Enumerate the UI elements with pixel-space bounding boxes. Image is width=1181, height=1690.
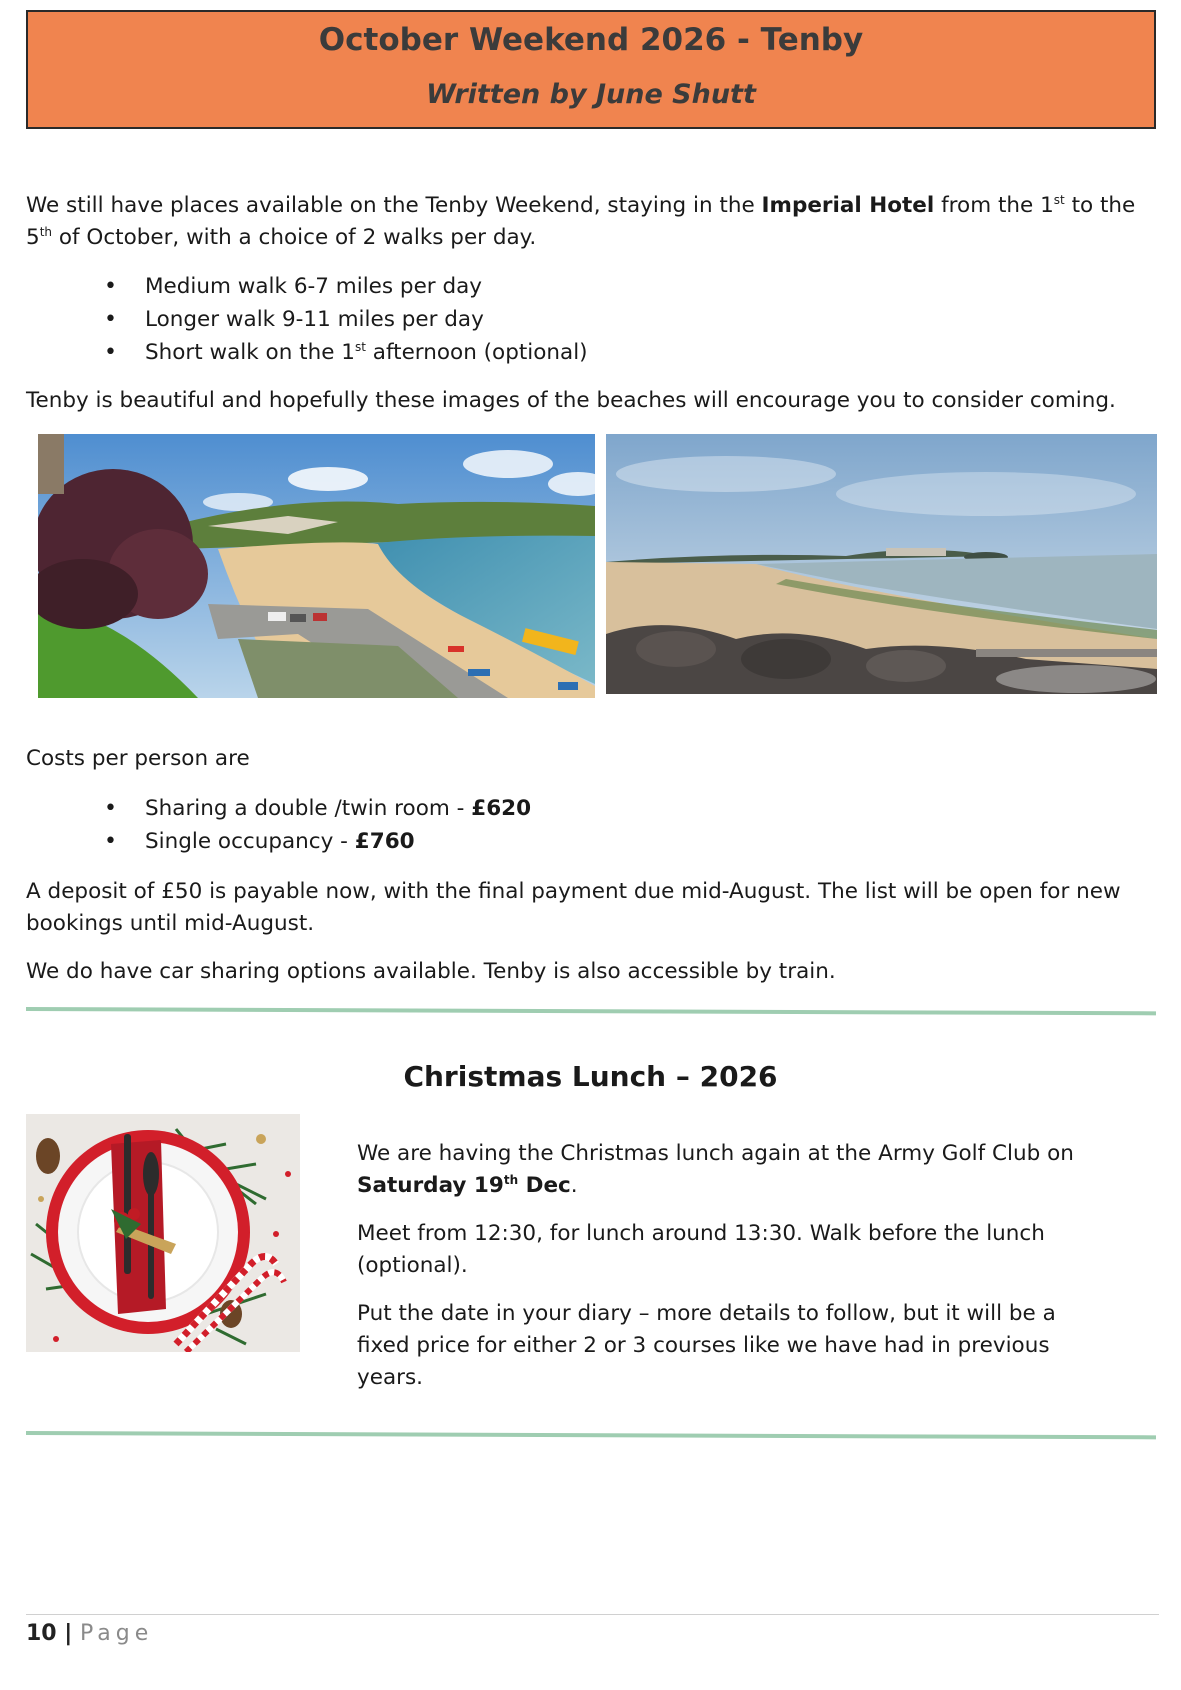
- list-item: • Single occupancy - £760: [104, 825, 531, 858]
- intro-paragraph: We still have places available on the Tenby Weekend, staying in the Imperial Hotel from the 1st to the 5th of October, with a choice of 2 walks per day.: [26, 192, 1136, 250]
- christmas-table-setting-photo: [26, 1114, 300, 1352]
- list-item: • Sharing a double /twin room - £620: [104, 792, 531, 825]
- beaches-paragraph: Tenby is beautiful and hopefully these images of the beaches will encourage you to consider coming.: [26, 388, 1116, 413]
- costs-intro: Costs per person are: [26, 746, 250, 771]
- list-item: • Medium walk 6-7 miles per day: [104, 270, 588, 303]
- costs-list: [104, 792, 531, 858]
- page-number: 10: [26, 1621, 57, 1646]
- hotel-name: Imperial Hotel: [761, 193, 935, 218]
- tenby-south-beach-photo: [606, 434, 1157, 694]
- author-byline: Written by June Shutt: [426, 79, 756, 111]
- transport-paragraph: We do have car sharing options available. Tenby is also accessible by train.: [26, 959, 836, 984]
- title-banner: [26, 10, 1156, 129]
- tenby-north-beach-photo: [38, 434, 595, 698]
- footer-rule: [26, 1614, 1159, 1615]
- page-title: October Weekend 2026 - Tenby: [318, 22, 864, 58]
- christmas-date: Saturday 19th Dec: [357, 1172, 571, 1198]
- christmas-details-paragraph: Put the date in your diary – more details to follow, but it will be a fixed price for either 2 or 3 courses like we have had in previous years.: [357, 1301, 1056, 1390]
- single-price: £760: [354, 829, 415, 854]
- double-price: £620: [471, 796, 532, 821]
- walk-options-list: [104, 270, 588, 369]
- christmas-meet-paragraph: Meet from 12:30, for lunch around 13:30. Walk before the lunch (optional).: [357, 1221, 1045, 1278]
- page-label: Page: [79, 1621, 154, 1646]
- section-divider: [26, 1007, 1156, 1015]
- christmas-venue-paragraph: We are having the Christmas lunch again at the Army Golf Club on Saturday 19th Dec.: [357, 1141, 1074, 1198]
- section-divider: [26, 1431, 1156, 1439]
- deposit-paragraph: A deposit of £50 is payable now, with the final payment due mid-August. The list will be open for new bookings until mid-August.: [26, 879, 1121, 936]
- list-item: • Longer walk 9-11 miles per day: [104, 303, 588, 336]
- page-footer: 10 | Page: [26, 1621, 154, 1646]
- list-item: • Short walk on the 1st afternoon (optional): [104, 336, 588, 369]
- christmas-title: Christmas Lunch – 2026: [403, 1060, 778, 1093]
